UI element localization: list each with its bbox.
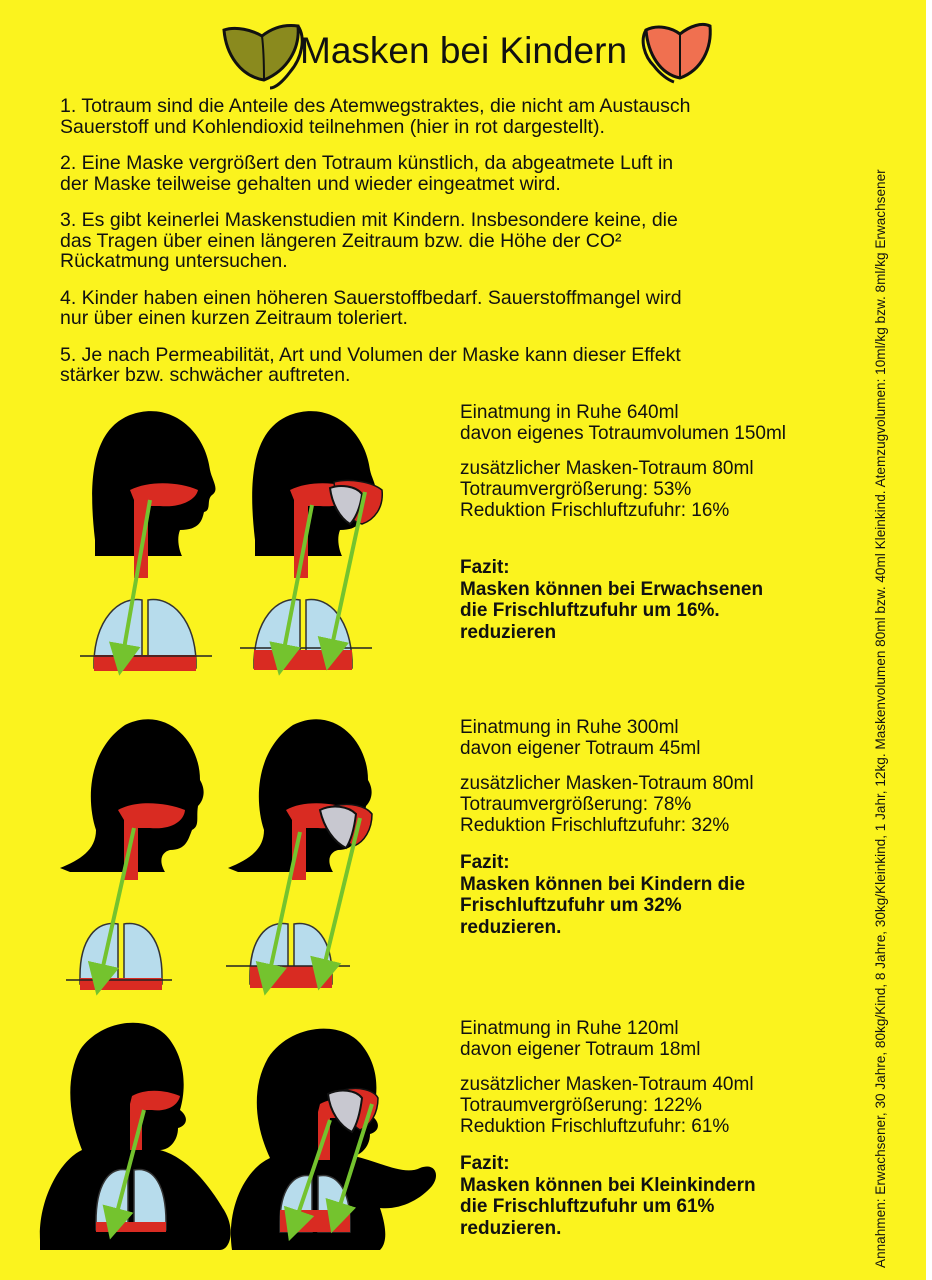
point-line: Rückatmung untersuchen. xyxy=(60,250,288,272)
fazit-line: Masken können bei Erwachsenen xyxy=(460,578,764,600)
fazit-line: Masken können bei Kleinkindern xyxy=(460,1174,756,1196)
point-line: stärker bzw. schwächer auftreten. xyxy=(60,364,351,386)
fazit-line: Fazit: xyxy=(460,557,510,578)
fazit-line: Fazit: xyxy=(460,852,510,873)
info-line: zusätzlicher Masken-Totraum 40ml xyxy=(460,1074,754,1095)
info-line: zusätzlicher Masken-Totraum 80ml xyxy=(460,458,754,479)
point-line: 2. Eine Maske vergrößert den Totraum künstlich, da abgeatmete Luft in xyxy=(60,152,674,174)
child-figure-no-mask xyxy=(60,719,204,990)
fazit xyxy=(460,1153,756,1239)
info-line: Totraumvergrößerung: 53% xyxy=(460,479,692,500)
fazit-line: reduzieren. xyxy=(460,1217,562,1239)
info-line: Einatmung in Ruhe 300ml xyxy=(460,717,679,738)
lung-deadspace xyxy=(250,966,332,988)
info-line: Einatmung in Ruhe 640ml xyxy=(460,402,679,423)
lung-deadspace xyxy=(94,655,196,671)
point-line: der Maske teilweise gehalten und wieder eingeatmet wird. xyxy=(60,172,561,195)
info-child xyxy=(460,717,754,938)
fazit-line: die Frischluftzufuhr um 61% xyxy=(460,1196,715,1217)
info-line: Reduktion Frischluftzufuhr: 32% xyxy=(460,815,730,836)
lung-deadspace xyxy=(96,1222,166,1232)
info-line: zusätzlicher Masken-Totraum 80ml xyxy=(460,773,754,794)
point-line: das Tragen über einen längeren Zeitraum bzw. die Höhe der CO² xyxy=(60,229,622,252)
inhale-info xyxy=(460,717,754,759)
adult-figure-with-mask xyxy=(240,411,382,670)
page-title: Masken bei Kindern xyxy=(300,30,628,71)
fazit xyxy=(460,852,754,938)
mask-info xyxy=(460,773,754,836)
info-line: davon eigenes Totraumvolumen 150ml xyxy=(460,423,787,444)
toddler-figure-with-mask xyxy=(231,1029,436,1250)
fazit-line: reduzieren. xyxy=(460,916,562,938)
fazit-line: Frischluftzufuhr um 32% xyxy=(460,895,682,916)
info-line: Reduktion Frischluftzufuhr: 16% xyxy=(460,500,730,521)
point-line: 3. Es gibt keinerlei Maskenstudien mit Kindern. Insbesondere keine, die xyxy=(60,209,678,231)
point-line: nur über einen kurzen Zeitraum toleriert. xyxy=(60,307,408,329)
fazit xyxy=(460,557,786,643)
info-line: Totraumvergrößerung: 78% xyxy=(460,794,692,815)
info-toddler xyxy=(460,1018,756,1239)
info-line: Reduktion Frischluftzufuhr: 61% xyxy=(460,1116,730,1137)
point-line: Sauerstoff und Kohlendioxid teilnehmen (hier in rot dargestellt). xyxy=(60,115,605,138)
info-line: davon eigener Totraum 18ml xyxy=(460,1039,701,1060)
point-line: 4. Kinder haben einen höheren Sauerstoffbedarf. Sauerstoffmangel wird xyxy=(60,286,682,309)
adult-figure-no-mask xyxy=(80,411,215,671)
inhale-info xyxy=(460,402,786,444)
fazit-line: Fazit: xyxy=(460,1153,510,1174)
assumptions-note: Annahmen: Erwachsener, 30 Jahre, 80kg/Kind, 8 Jahre, 30kg/Kleinkind, 1 Jahr, 12kg. Maskenvolumen 80ml bzw. 40ml Kleinkind. Atemzugvolumen: 10ml/kg bzw. 8ml/kg Erwachsener xyxy=(873,169,888,1268)
lung-icon xyxy=(80,923,162,984)
info-line: Totraumvergrößerung: 122% xyxy=(460,1095,702,1116)
fazit-line: Masken können bei Kindern die xyxy=(460,873,746,895)
toddler-figure-no-mask xyxy=(40,1023,231,1250)
point-line: 1. Totraum sind die Anteile des Atemwegstraktes, die nicht am Austausch xyxy=(60,95,691,117)
adult-head-silhouette xyxy=(92,411,215,556)
info-line: Einatmung in Ruhe 120ml xyxy=(460,1018,679,1039)
mask-info xyxy=(460,1074,756,1137)
inhale-info xyxy=(460,1018,756,1060)
fazit-line: die Frischluftzufuhr um 16%. xyxy=(460,600,720,621)
mask-info xyxy=(460,458,786,521)
figure-illustrations xyxy=(0,0,460,1280)
child-figure-with-mask xyxy=(226,719,372,988)
lung-deadspace xyxy=(254,650,352,670)
fazit-line: reduzieren xyxy=(460,621,557,643)
mask-icon-orange xyxy=(638,16,718,86)
info-line: davon eigener Totraum 45ml xyxy=(460,738,701,759)
info-adult xyxy=(460,402,786,643)
point-line: 5. Je nach Permeabilität, Art und Volumen der Maske kann dieser Effekt xyxy=(60,343,681,366)
